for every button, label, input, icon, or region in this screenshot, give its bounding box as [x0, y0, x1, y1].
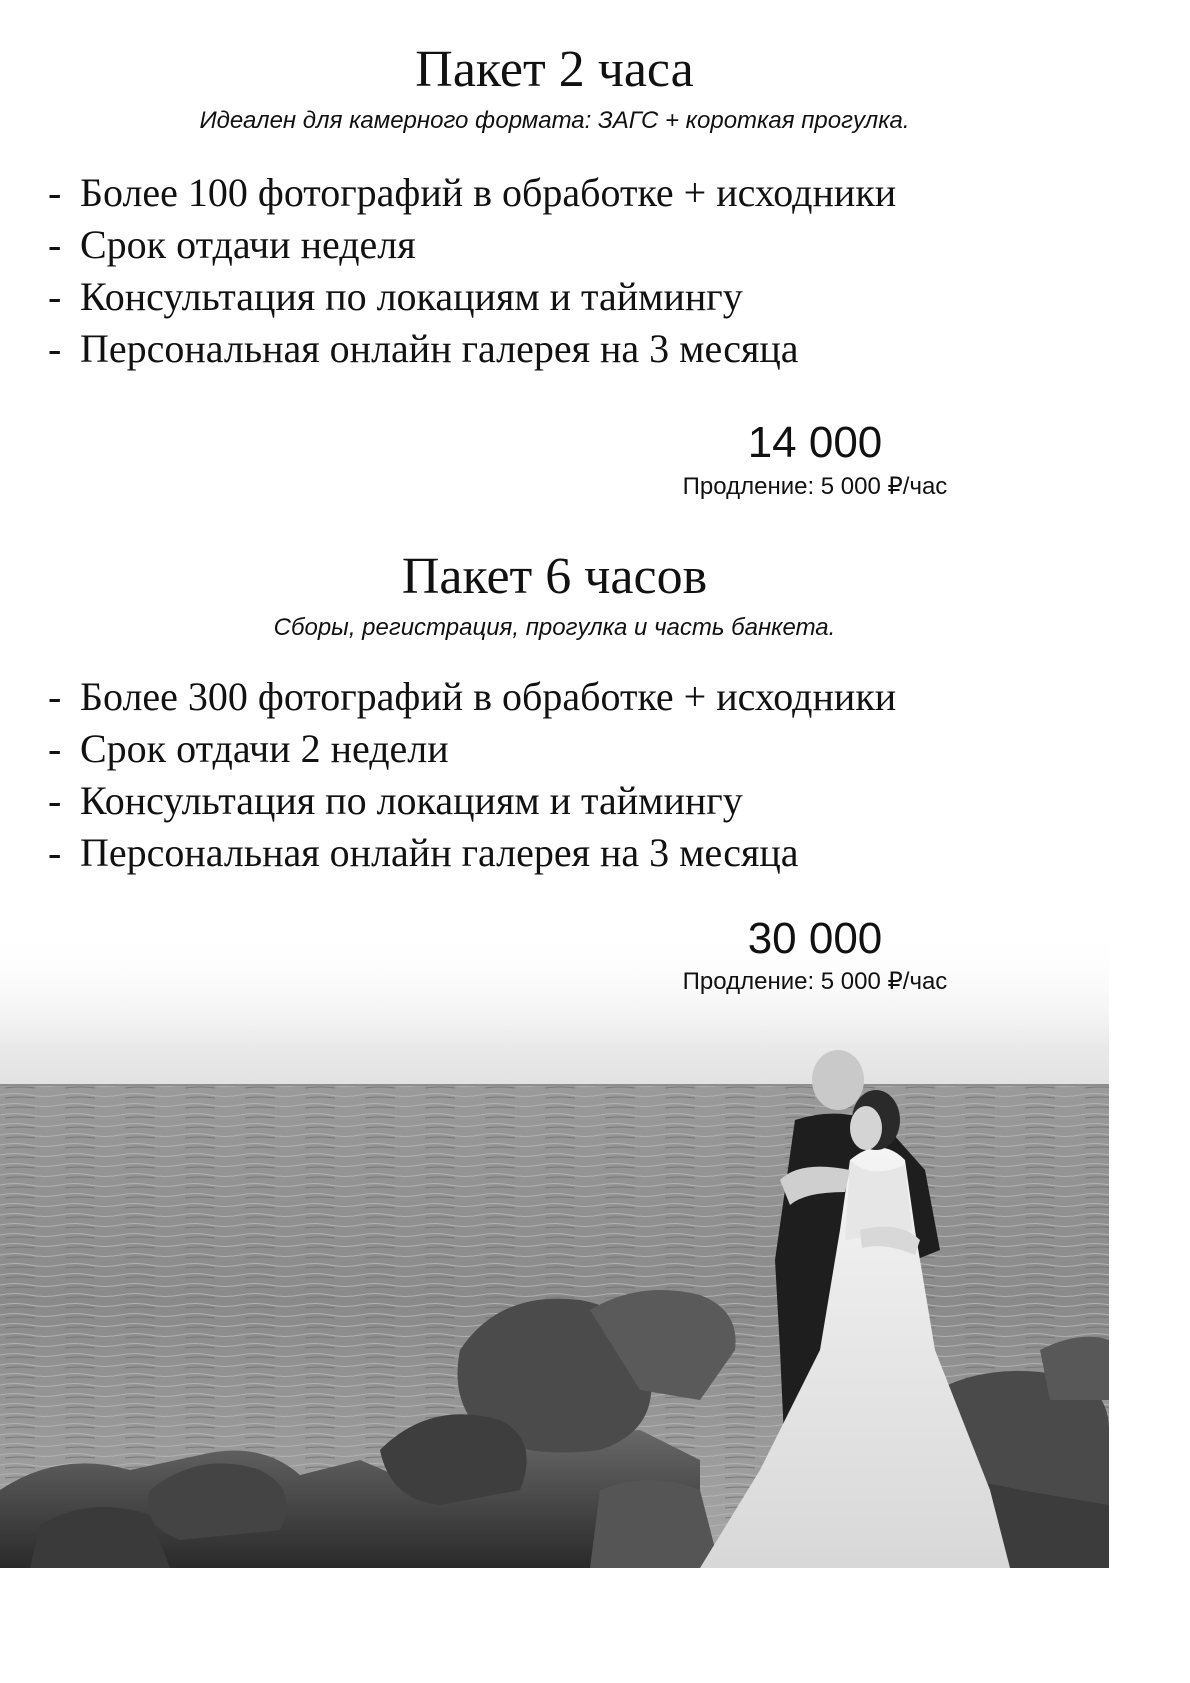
feature-text: Консультация по локациям и таймингу: [80, 778, 743, 823]
extension-price: Продление: 5 000 ₽/час: [682, 473, 948, 500]
feature-list: [48, 167, 896, 375]
package-price: 30 000: [747, 914, 883, 963]
list-marker: -: [48, 326, 62, 371]
feature-text: Консультация по локациям и таймингу: [80, 274, 743, 319]
feature-text: Более 300 фотографий в обработке + исходники: [80, 674, 897, 719]
feature-text: Срок отдачи неделя: [80, 222, 416, 267]
feature-list: [48, 671, 896, 879]
feature-item: [48, 723, 896, 775]
feature-text: Более 100 фотографий в обработке + исходники: [80, 170, 897, 215]
package-subtitle: Идеален для камерного формата: ЗАГС + короткая прогулка.: [199, 107, 910, 134]
package-subtitle: Сборы, регистрация, прогулка и часть банкета.: [273, 614, 836, 641]
feature-item: [48, 827, 896, 879]
list-marker: -: [48, 830, 62, 875]
package-title: Пакет 6 часов: [401, 548, 708, 605]
list-marker: -: [48, 674, 62, 719]
feature-item: [48, 271, 896, 323]
list-marker: -: [48, 170, 62, 215]
feature-item: [48, 323, 896, 375]
list-marker: -: [48, 726, 62, 771]
list-marker: -: [48, 222, 62, 267]
package-price: 14 000: [747, 418, 883, 467]
list-marker: -: [48, 778, 62, 823]
list-marker: -: [48, 274, 62, 319]
wedding-couple-photo: [0, 930, 1109, 1568]
feature-text: Срок отдачи 2 недели: [80, 726, 449, 771]
feature-item: [48, 671, 896, 723]
feature-item: [48, 167, 896, 219]
package-title: Пакет 2 часа: [415, 41, 694, 98]
extension-price: Продление: 5 000 ₽/час: [682, 968, 948, 995]
feature-text: Персональная онлайн галерея на 3 месяца: [80, 326, 799, 371]
feature-item: [48, 219, 896, 271]
feature-text: Персональная онлайн галерея на 3 месяца: [80, 830, 799, 875]
feature-item: [48, 775, 896, 827]
